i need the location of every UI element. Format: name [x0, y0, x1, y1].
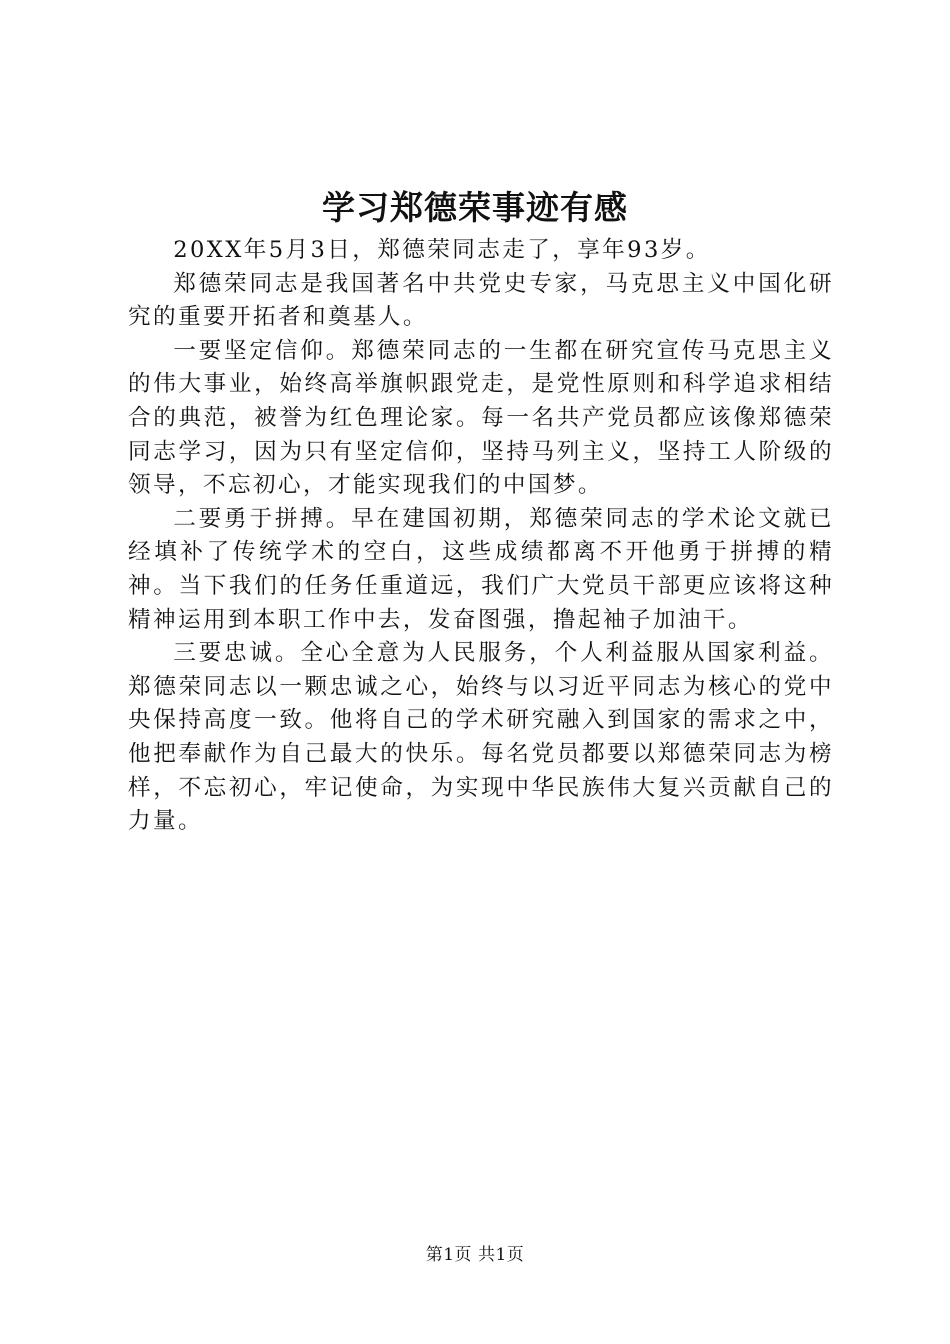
paragraph-intro: 郑德荣同志是我国著名中共党史专家，马克思主义中国化研究的重要开拓者和奠基人。: [128, 270, 834, 331]
document-title: 学习郑德荣事迹有感: [322, 188, 628, 227]
paragraph-loyalty: 三要忠诚。全心全意为人民服务，个人利益服从国家利益。郑德荣同志以一颗忠诚之心，始终与以习近平同志为核心的党中央保持高度一致。他将自己的学术研究融入到国家的需求之中，他把奉献作为自己最大的快乐。每名党员都要以郑德荣同志为榜样，不忘初心，牢记使命，为实现中华民族伟大复兴贡献自己的力量。: [128, 640, 834, 835]
paragraph-date: 20XX年5月3日，郑德荣同志走了，享年93岁。: [173, 237, 711, 263]
page-footer: 第1页 共1页: [425, 1245, 525, 1265]
paragraph-faith: 一要坚定信仰。郑德荣同志的一生都在研究宣传马克思主义的伟大事业，始终高举旗帜跟党走，是党性原则和科学追求相结合的典范，被誉为红色理论家。每一名共产党员都应该像郑德荣同志学习，因为只有坚定信仰，坚持马列主义，坚持工人阶级的领导，不忘初心，才能实现我们的中国梦。: [128, 337, 834, 499]
paragraph-struggle: 二要勇于拼搏。早在建国初期，郑德荣同志的学术论文就已经填补了传统学术的空白，这些成绩都离不开他勇于拼搏的精神。当下我们的任务任重道远，我们广大党员干部更应该将这种精神运用到本职工作中去，发奋图强，撸起袖子加油干。: [128, 505, 834, 633]
document-body: [128, 234, 834, 839]
